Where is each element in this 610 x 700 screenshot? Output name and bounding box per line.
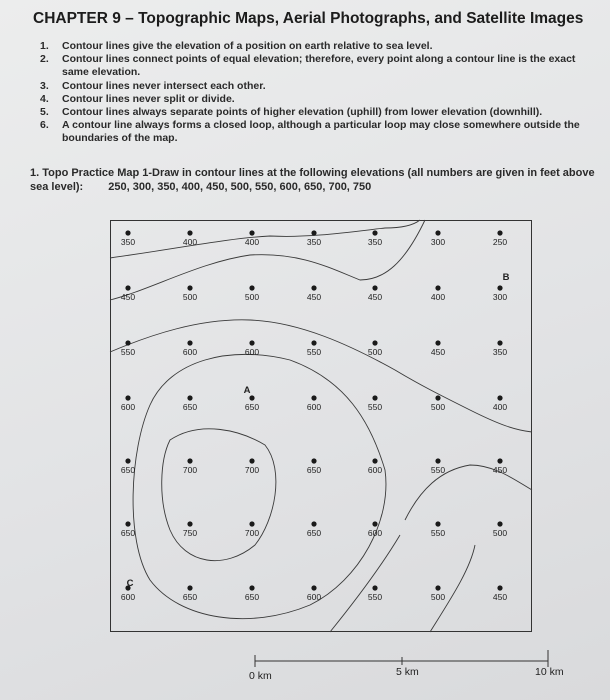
rule-number: 3. (40, 79, 49, 92)
elevation-point (183, 340, 197, 357)
elevation-dot (125, 340, 130, 345)
elevation-point (493, 340, 507, 357)
elevation-dot (187, 521, 192, 526)
elevation-label: 550 (430, 465, 446, 475)
elevation-label: 450 (492, 465, 508, 475)
elevation-dot (249, 458, 254, 463)
elevation-point (307, 395, 321, 412)
elevation-point (307, 285, 321, 302)
elevation-point (121, 458, 135, 475)
elevation-point (431, 521, 445, 538)
elevation-label: 450 (492, 592, 508, 602)
elevation-point (245, 521, 259, 538)
elevation-label: 550 (306, 347, 322, 357)
elevation-dot (187, 458, 192, 463)
elevation-point (368, 340, 382, 357)
elevation-point (368, 585, 382, 602)
elevation-point (368, 395, 382, 412)
elevation-label: 400 (182, 237, 198, 247)
scale-label-5: 5 km (396, 666, 419, 678)
elevation-dot (497, 340, 502, 345)
elevation-point (368, 458, 382, 475)
elevation-label: 300 (430, 237, 446, 247)
elevation-point (245, 285, 259, 302)
elevation-point (245, 585, 259, 602)
elevation-point (183, 285, 197, 302)
point-label-a: A (243, 385, 251, 396)
elevation-dot (435, 521, 440, 526)
elevation-dot (497, 458, 502, 463)
rule-text: Contour lines never intersect each other. (62, 79, 266, 92)
elevation-dot (497, 230, 502, 235)
elevation-label: 650 (244, 402, 260, 412)
elevation-label: 300 (492, 292, 508, 302)
elevation-label: 450 (430, 347, 446, 357)
elevation-dot (311, 230, 316, 235)
elevation-label: 500 (367, 347, 383, 357)
elevation-label: 650 (244, 592, 260, 602)
elevation-label: 650 (182, 402, 198, 412)
elevation-label: 350 (306, 237, 322, 247)
elevation-label: 650 (306, 528, 322, 538)
elevation-dot (311, 285, 316, 290)
elevation-label: 550 (367, 402, 383, 412)
elevation-dot (435, 458, 440, 463)
elevation-point (307, 458, 321, 475)
elevation-dot (372, 458, 377, 463)
elevation-dot (497, 585, 502, 590)
contour-line (162, 429, 276, 561)
scale-bar (249, 650, 564, 682)
contour-line (110, 220, 425, 300)
rule-text: A contour line always forms a closed loop, although a particular loop may close somewhere outside the boundaries of the map. (62, 119, 580, 145)
elevation-point (431, 395, 445, 412)
elevation-point (183, 230, 197, 247)
question-text: 1. Topo Practice Map 1-Draw in contour lines at the following elevations (all numbers are given in feet above sea level): (30, 167, 595, 193)
rule-number: 5. (40, 106, 49, 119)
elevation-dot (435, 585, 440, 590)
elevation-dot (249, 340, 254, 345)
elevation-label: 550 (367, 592, 383, 602)
rule-number: 6. (40, 119, 49, 132)
elevation-label: 350 (367, 237, 383, 247)
elevation-label: 500 (492, 528, 508, 538)
elevation-label: 650 (182, 592, 198, 602)
elevation-dot (372, 585, 377, 590)
rule-number: 4. (40, 92, 49, 105)
elevation-label: 600 (306, 402, 322, 412)
elevation-point (493, 585, 507, 602)
rule-text: Contour lines always separate points of higher elevation (uphill) from lower elevation (downhill). (62, 106, 543, 119)
elevation-point (121, 395, 135, 412)
page-title: CHAPTER 9 – Topographic Maps, Aerial Photographs, and Satellite Images (33, 10, 584, 27)
elevation-label: 600 (367, 465, 383, 475)
elevation-dot (187, 395, 192, 400)
elevation-dot (497, 395, 502, 400)
elevation-label: 450 (306, 292, 322, 302)
elevation-point (307, 230, 321, 247)
elevation-point (368, 521, 382, 538)
point-label-b: B (502, 272, 510, 283)
elevation-dot (372, 340, 377, 345)
scale-label-10: 10 km (535, 666, 564, 678)
elevation-point (368, 285, 382, 302)
elevation-point (493, 458, 507, 475)
elevation-dot (372, 395, 377, 400)
elevation-dot (311, 458, 316, 463)
elevation-dot (311, 585, 316, 590)
elevation-dot (311, 521, 316, 526)
elevation-point (245, 230, 259, 247)
elevation-label: 600 (367, 528, 383, 538)
elevation-dot (249, 395, 254, 400)
contour-lines (110, 220, 532, 632)
elevation-point (431, 340, 445, 357)
elevation-dot (187, 585, 192, 590)
contour-line (133, 354, 386, 618)
elevation-label: 700 (244, 465, 260, 475)
elevation-label: 550 (120, 347, 136, 357)
elevation-dot (435, 395, 440, 400)
elevation-point (245, 395, 259, 412)
elevation-point (431, 585, 445, 602)
elevation-dot (249, 285, 254, 290)
elevation-point (493, 521, 507, 538)
elevation-dot (435, 285, 440, 290)
elevation-point (431, 458, 445, 475)
elevation-label: 500 (182, 292, 198, 302)
elevation-label: 650 (306, 465, 322, 475)
elevation-label: 550 (430, 528, 446, 538)
elevation-dot (497, 521, 502, 526)
elevation-point (431, 285, 445, 302)
elevation-dot (372, 230, 377, 235)
elevation-label: 450 (120, 292, 136, 302)
elevation-dot (187, 230, 192, 235)
elevation-dot (435, 230, 440, 235)
elevation-point (493, 285, 507, 302)
elevation-point (307, 340, 321, 357)
elevation-dot (125, 521, 130, 526)
elevation-label: 700 (244, 528, 260, 538)
elevation-dot (249, 521, 254, 526)
elevation-label: 500 (430, 402, 446, 412)
elevation-label: 350 (120, 237, 136, 247)
elevation-point (307, 521, 321, 538)
elevation-dot (435, 340, 440, 345)
elevation-point (183, 521, 197, 538)
elevation-point (431, 230, 445, 247)
elevation-label: 350 (492, 347, 508, 357)
elevation-dot (497, 285, 502, 290)
elevation-label: 400 (492, 402, 508, 412)
elevation-point (121, 521, 135, 538)
point-labels (127, 272, 510, 589)
elevation-point (493, 230, 507, 247)
elevation-dot (372, 285, 377, 290)
elevation-label: 600 (120, 592, 136, 602)
rule-text: Contour lines give the elevation of a position on earth relative to sea level. (62, 40, 433, 52)
elevation-label: 650 (120, 465, 136, 475)
elevation-point (121, 285, 135, 302)
elevation-points (121, 230, 507, 602)
elevation-label: 450 (367, 292, 383, 302)
elevation-dot (125, 230, 130, 235)
elevation-label: 650 (120, 528, 136, 538)
elevation-dot (249, 230, 254, 235)
elevation-point (493, 395, 507, 412)
rule-number: 2. (40, 53, 49, 66)
elevation-dot (311, 340, 316, 345)
rule-text: Contour lines connect points of equal elevation; therefore, every point along a contour line is the exact same elevation. (62, 53, 576, 79)
elevation-dot (372, 521, 377, 526)
elevation-point (121, 230, 135, 247)
elevation-point (245, 340, 259, 357)
elevation-dot (187, 340, 192, 345)
elevation-label: 400 (244, 237, 260, 247)
elevation-dot (125, 458, 130, 463)
elevation-point (183, 395, 197, 412)
elevation-point (183, 585, 197, 602)
elevation-point (183, 458, 197, 475)
elevation-dot (125, 395, 130, 400)
elevation-label: 700 (182, 465, 198, 475)
elevation-dot (187, 285, 192, 290)
elevation-list: 250, 300, 350, 400, 450, 500, 550, 600, 650, 700, 750 (108, 181, 372, 193)
scale-label-0: 0 km (249, 670, 272, 682)
elevation-label: 250 (492, 237, 508, 247)
elevation-dot (249, 585, 254, 590)
elevation-dot (311, 395, 316, 400)
elevation-point (368, 230, 382, 247)
elevation-label: 600 (306, 592, 322, 602)
contour-line (405, 465, 532, 520)
elevation-point (307, 585, 321, 602)
elevation-point (245, 458, 259, 475)
elevation-dot (125, 285, 130, 290)
elevation-label: 600 (244, 347, 260, 357)
elevation-label: 750 (182, 528, 198, 538)
rule-text: Contour lines never split or divide. (62, 92, 235, 105)
elevation-label: 600 (182, 347, 198, 357)
elevation-label: 600 (120, 402, 136, 412)
elevation-label: 400 (430, 292, 446, 302)
elevation-label: 500 (430, 592, 446, 602)
elevation-label: 500 (244, 292, 260, 302)
rule-number: 1. (40, 40, 49, 52)
point-label-c: C (126, 578, 134, 589)
